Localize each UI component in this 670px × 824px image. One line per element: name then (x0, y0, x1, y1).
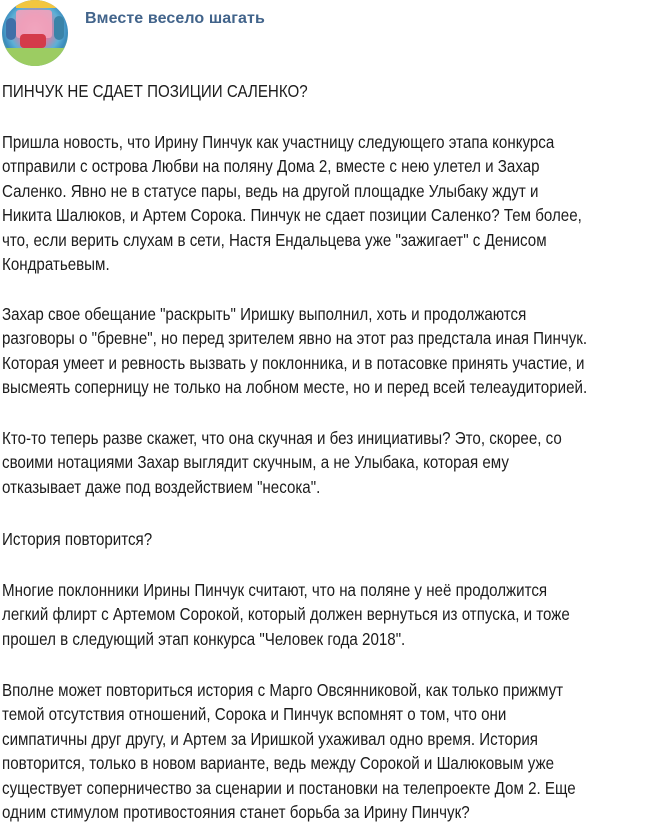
paragraph-line: повторится, только в новом варианте, ведь между Сорокой и Шалюковым уже (2, 753, 555, 774)
paragraph-line: Кто-то теперь разве скажет, что она скучная и без инициативы? Это, скорее, со (2, 428, 562, 448)
paragraph-6 (2, 678, 670, 824)
heading-text: ПИНЧУК НЕ СДАЕТ ПОЗИЦИИ САЛЕНКО? (2, 81, 308, 101)
paragraph-line: существует соперничество за сценарии и постановки на телепроекте Дом 2. Еще (2, 777, 576, 798)
avatar-image-detail (16, 0, 56, 8)
paragraph-2 (2, 302, 670, 400)
paragraph-line: Которая умеет и ревность вызвать у поклонника, и в потасовке принять участие, и (2, 352, 585, 373)
paragraph-line: отказывает даже под воздействием "несока". (2, 476, 321, 497)
paragraph-line: высмеять соперницу не только на лобном месте, но и перед всей телеаудиторией. (2, 377, 588, 398)
avatar-image-detail (6, 18, 16, 40)
group-name-link[interactable]: Вместе весело шагать (85, 10, 265, 27)
paragraph-1 (2, 130, 670, 276)
paragraph-line: разговоры о "бревне", но перед зрителем явно на этот раз предстала иная Пинчук. (2, 328, 588, 349)
paragraph-line: темой отсутствия отношений, Сорока и Пинчук вспомнят о том, что они (2, 704, 507, 725)
paragraph-line: одним стимулом противостояния станет борьба за Ирину Пинчук? (2, 801, 470, 822)
post-header (0, 0, 670, 70)
paragraph-line: что, если верить слухам в сети, Настя Ендальцева уже "зажигает" с Денисом (2, 229, 547, 250)
group-avatar[interactable] (2, 0, 68, 66)
paragraph-5 (2, 578, 670, 651)
paragraph-line: Вполне может повториться история с Марго Овсянниковой, как только прижмут (2, 680, 564, 700)
paragraph-line: отправили с острова Любви на поляну Дома 2, вместе с нею улетел и Захар (2, 156, 540, 177)
avatar-image-detail (2, 48, 68, 66)
paragraph-3 (2, 426, 670, 499)
avatar-image-detail (20, 34, 46, 48)
paragraph-line: симпатичны друг другу, и Артем за Иришкой ухаживал одно время. История (2, 728, 538, 749)
paragraph-line: легкий флирт с Артемом Сорокой, который должен вернуться из отпуска, и тоже (2, 604, 570, 625)
paragraph-line: История повторится? (2, 529, 153, 549)
paragraph-line: Захар свое обещание "раскрыть" Иришку выполнил, хоть и продолжаются (2, 304, 527, 324)
paragraph-line: Пришла новость, что Ирину Пинчук как участницу следующего этапа конкурса (2, 132, 555, 152)
paragraph-line: Многие поклонники Ирины Пинчук считают, что на поляне у неё продолжится (2, 580, 548, 600)
paragraph-line: Кондратьевым. (2, 253, 110, 274)
avatar-image-detail (54, 16, 64, 40)
paragraph-line: Саленко. Явно не в статусе пары, ведь на другой площадке Улыбаку ждут и (2, 180, 539, 201)
article-heading (2, 79, 670, 103)
paragraph-line: Никита Шалюков, и Артем Сорока. Пинчук не сдает позиции Саленко? Тем более, (2, 205, 582, 226)
paragraph-line: прошел в следующий этап конкурса "Человек года 2018". (2, 628, 406, 649)
paragraph-line: своими нотациями Захар выглядит скучным, а не Улыбака, которая ему (2, 452, 509, 473)
paragraph-4 (2, 527, 670, 551)
